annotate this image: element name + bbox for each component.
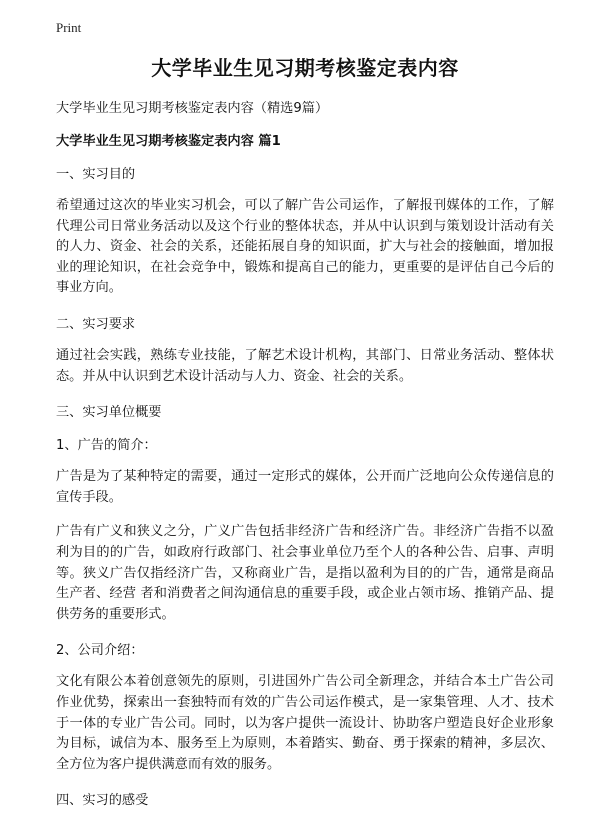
document-subtitle: 大学毕业生见习期考核鉴定表内容（精选9篇） [56, 101, 329, 116]
paragraph-requirements: 通过社会实践，熟练专业技能，了解艺术设计机构，其部门、日常业务活动、整体状态。并从中认识到艺术设计活动与人力、资金、社会的关系。 [56, 347, 554, 384]
print-label: Print [56, 20, 82, 35]
paragraph-advertising-types: 广告有广义和狭义之分，广义广告包括非经济广告和经济广告。非经济广告指不以盈利为目的的广告，如政府行政部门、社会事业单位乃至个人的各种公告、启事、声明等。狭义广告仅指经济广告，又称商业广告，是指以盈利为目的的广告，通常是商品生产者、经营 者和消费者之间沟通信息的重要手段，或企业占领市场、推销产品、提供劳务的重要形式。 [56, 524, 554, 622]
document-body [56, 52, 554, 822]
section-title: 大学毕业生见习期考核鉴定表内容 篇1 [56, 134, 281, 149]
page-title: 大学毕业生见习期考核鉴定表内容 [151, 56, 459, 80]
heading-internship-purpose: 一、实习目的 [56, 167, 136, 182]
heading-advertising-intro: 1、广告的简介： [56, 438, 157, 454]
paragraph-purpose: 希望通过这次的毕业实习机会，可以了解广告公司运作，了解报刊媒体的工作，了解代理公司日常业务活动以及这个行业的整体状态，并从中认识到与策划设计活动有关的人力、资金、社会的关系，还能拓展自身的知识面，扩大与社会的接触面，增加报业的理论知识，在社会竞争中，锻炼和提高自己的能力，更重要的是评估自己今后的事业方向。 [56, 198, 554, 296]
heading-internship-requirements: 二、实习要求 [56, 316, 136, 332]
paragraph-advertising-definition: 广告是为了某种特定的需要，通过一定形式的媒体，公开而广泛地向公众传递信息的宣传手段。 [56, 469, 554, 505]
heading-internship-feelings: 四、实习的感受 [56, 793, 149, 809]
heading-company-intro: 2、公司介绍： [56, 643, 144, 659]
paragraph-company-intro: 文化有限公本着创意领先的原则，引进国外广告公司全新理念，并结合本土广告公司作业优势，探索出一套独特而有效的广告公司运作模式，是一家集管理、人才、技术于一体的专业广告公司。同时，以为客户提供一流设计、协助客户塑造良好企业形象为目标，诚信为本、服务至上为原则，本着踏实、勤奋、勇于探索的精神，多层次、全方位为客户提供满意而有效的服务。 [56, 674, 554, 772]
heading-company-overview: 三、实习单位概要 [56, 405, 162, 421]
